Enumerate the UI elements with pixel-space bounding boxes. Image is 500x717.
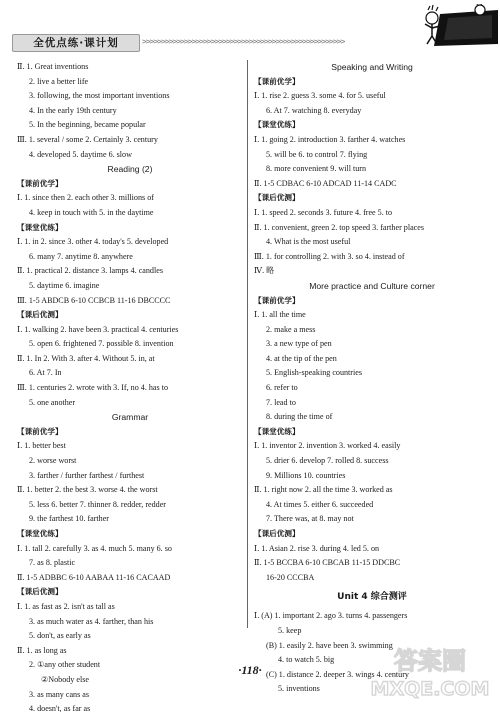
column-divider	[247, 60, 248, 628]
section-tag: 【课堂优练】	[254, 120, 300, 130]
answer-line: 5. drier 6. develop 7. rolled 8. success	[266, 456, 389, 466]
answer-line: Ⅰ. 1. walking 2. have been 3. practical 4. centuries	[17, 324, 179, 334]
answer-line: (C) 1. distance 2. deeper 3. wings 4. century	[266, 669, 409, 679]
answer-line: 9. the farthest 10. farther	[29, 514, 110, 524]
section-tag: 【课前优学】	[254, 76, 300, 86]
answer-line: Ⅱ. 1. practical 2. distance 3. lamps 4. candles	[17, 266, 163, 276]
answer-line: (B) 1. easily 2. have been 3. swimming	[266, 640, 393, 650]
answer-line: Ⅰ. 1. tall 2. carefully 3. as 4. much 5. many 6. so	[17, 543, 172, 553]
answer-line: 5. daytime 6. imagine	[29, 280, 100, 290]
section-tag: 【课堂优练】	[17, 529, 63, 538]
section-heading: Speaking and Writing	[331, 62, 413, 72]
answer-line: Ⅱ. 1. better 2. the best 3. worse 4. the worst	[17, 485, 158, 495]
answer-line: 3. farther / further farthest / furthest	[29, 470, 145, 480]
answer-line: 5. open 6. frightened 7. possible 8. invention	[29, 339, 174, 349]
section-tag: 【课前优学】	[17, 178, 63, 188]
answer-line: 2. worse worst	[29, 456, 77, 466]
answer-line: 5. In the beginning, became popular	[29, 120, 146, 130]
answer-line: Ⅱ. 1. In 2. With 3. after 4. Without 5. in, at	[17, 353, 155, 363]
answer-line: 4. at the tip of the pen	[266, 353, 337, 363]
answer-line: Ⅰ. 1. inventor 2. invention 3. worked 4. easily	[254, 441, 401, 451]
answer-line: Ⅱ. 1. right now 2. all the time 3. worked as	[254, 485, 393, 495]
answer-line: 6. At 7. In	[29, 368, 62, 378]
section-tag: 【课后优测】	[17, 310, 63, 320]
page-header	[0, 0, 500, 50]
page-number: ·118·	[238, 663, 262, 677]
section-tag: 【课堂优练】	[17, 222, 63, 232]
answer-line: 5. English-speaking countries	[266, 368, 362, 378]
answer-line: 7. There was, at 8. may not	[266, 514, 354, 524]
answer-line: Ⅱ. 1-5 ADBBC 6-10 AABAA 11-16 CACAAD	[17, 572, 171, 582]
answer-line: Ⅰ. 1. speed 2. seconds 3. future 4. free 5. to	[254, 207, 393, 217]
answer-line: 6. refer to	[266, 383, 298, 393]
answer-line: 5. will be 6. to control 7. flying	[266, 149, 368, 159]
answer-line: 2. ①any other student	[29, 660, 101, 670]
answer-line: Ⅲ. 1. several / some 2. Certainly 3. century	[17, 134, 158, 144]
section-heading: Reading (2)	[107, 164, 153, 175]
section-heading: More practice and Culture corner	[309, 280, 435, 291]
watermark-line-1: 答案圈	[394, 647, 466, 675]
answer-line: 4. to watch 5. big	[278, 655, 335, 665]
answer-line: 8. more convenient 9. will turn	[266, 164, 367, 174]
answer-line: Ⅰ. 1. better best	[17, 441, 66, 451]
answer-line: Ⅱ. 1-5 CDBAC 6-10 ADCAD 11-14 CADC	[254, 178, 397, 188]
section-tag: 【课后优测】	[17, 587, 63, 597]
answer-line: Ⅲ. 1. for controlling 2. with 3. so 4. instead of	[254, 251, 405, 261]
answer-line: 3. a new type of pen	[266, 339, 332, 349]
answer-line: 6. At 7. watching 8. everyday	[266, 105, 362, 115]
right-answer-column	[254, 60, 490, 697]
answer-line: 5. keep	[278, 625, 302, 635]
answer-line: 4. At times 5. either 6. succeeded	[266, 499, 374, 509]
answer-line: 4. keep in touch with 5. in the daytime	[29, 207, 154, 217]
answer-line: 4. doesn't, as far as	[29, 704, 91, 714]
answer-line: 16-20 CCCBA	[266, 572, 315, 582]
section-tag: 【课前优学】	[254, 295, 300, 305]
answer-line: 9. Millions 10. countries	[266, 470, 346, 480]
answer-line: Ⅱ. 1. as long as	[17, 645, 67, 655]
answer-line: 3. as many cans as	[29, 689, 90, 699]
answer-line: Ⅲ. 1. centuries 2. wrote with 3. If, no 4. has to	[17, 383, 168, 393]
answer-line: Ⅲ. 1-5 ABDCB 6-10 CCBCB 11-16 DBCCCC	[17, 295, 171, 305]
answer-line: ②Nobody else	[41, 674, 89, 684]
section-tag: 【课后优测】	[254, 529, 300, 538]
section-tag: 【课前优学】	[17, 426, 63, 436]
answer-line: Ⅰ. 1. going 2. introduction 3. farther 4. watches	[254, 134, 406, 144]
answer-line: 4. In the early 19th century	[29, 105, 117, 115]
answer-line: 4. developed 5. daytime 6. slow	[29, 149, 132, 159]
answer-line: Ⅰ. (A) 1. important 2. ago 3. turns 4. passengers	[254, 611, 408, 621]
answer-line: Ⅱ. 1-5 BCCBA 6-10 CBCAB 11-15 DDCBC	[254, 558, 401, 568]
answer-line: 6. many 7. anytime 8. anywhere	[29, 251, 133, 261]
watermark-line-2: MXQE.COM	[370, 678, 490, 700]
answer-line: 5. one another	[29, 397, 76, 407]
unit-test-heading: Unit 4 综合测评	[337, 592, 407, 603]
watermark-logo	[366, 643, 494, 701]
answer-line: Ⅱ. 1. convenient, green 2. top speed 3. farther places	[254, 222, 425, 232]
answer-line: 3. as much water as 4. farther, than his	[29, 616, 154, 626]
answer-line: 3. following, the most important inventions	[29, 91, 170, 101]
left-answer-column	[17, 60, 243, 717]
answer-line: Ⅰ. 1. since then 2. each other 3. millions of	[17, 193, 154, 203]
section-tag: 【课后优测】	[254, 193, 300, 203]
answer-line: Ⅰ. 1. as fast as 2. isn't as tall as	[17, 601, 115, 611]
answer-line: 2. make a mess	[266, 324, 316, 334]
answer-line: Ⅰ. 1. rise 2. guess 3. some 4. for 5. useful	[254, 91, 386, 101]
answer-line: 4. What is the most useful	[266, 237, 351, 247]
answer-line: 5. less 6. better 7. thinner 8. redder, redder	[29, 499, 166, 509]
answer-line: Ⅰ. 1. Asian 2. rise 3. during 4. led 5. on	[254, 543, 380, 553]
answer-line: 8. during the time of	[266, 412, 333, 422]
answer-line: 2. live a better life	[29, 76, 89, 86]
answer-line: 7. as 8. plastic	[29, 558, 76, 568]
answer-line: Ⅰ. 1. in 2. since 3. other 4. today's 5. developed	[17, 237, 169, 247]
series-banner: 全优点练·课计划	[12, 34, 140, 52]
answer-line: Ⅱ. 1. Great inventions	[17, 62, 89, 71]
section-heading: Grammar	[111, 412, 149, 423]
cartoon-characters-illustration	[418, 4, 500, 48]
answer-line: 5. don't, as early as	[29, 631, 91, 641]
arrow-rule: >>>>>>>>>>>>>>>>>>>>>>>>>>>>>>>>>>>>>>>>>>>>>>>>>>>>>	[142, 37, 345, 46]
answer-line: Ⅳ. 略	[254, 266, 275, 276]
section-tag: 【课堂优练】	[254, 426, 300, 436]
answer-line: 7. lead to	[266, 397, 296, 407]
answer-line: Ⅰ. 1. all the time	[254, 310, 306, 320]
answer-line: 5. inventions	[278, 684, 320, 694]
